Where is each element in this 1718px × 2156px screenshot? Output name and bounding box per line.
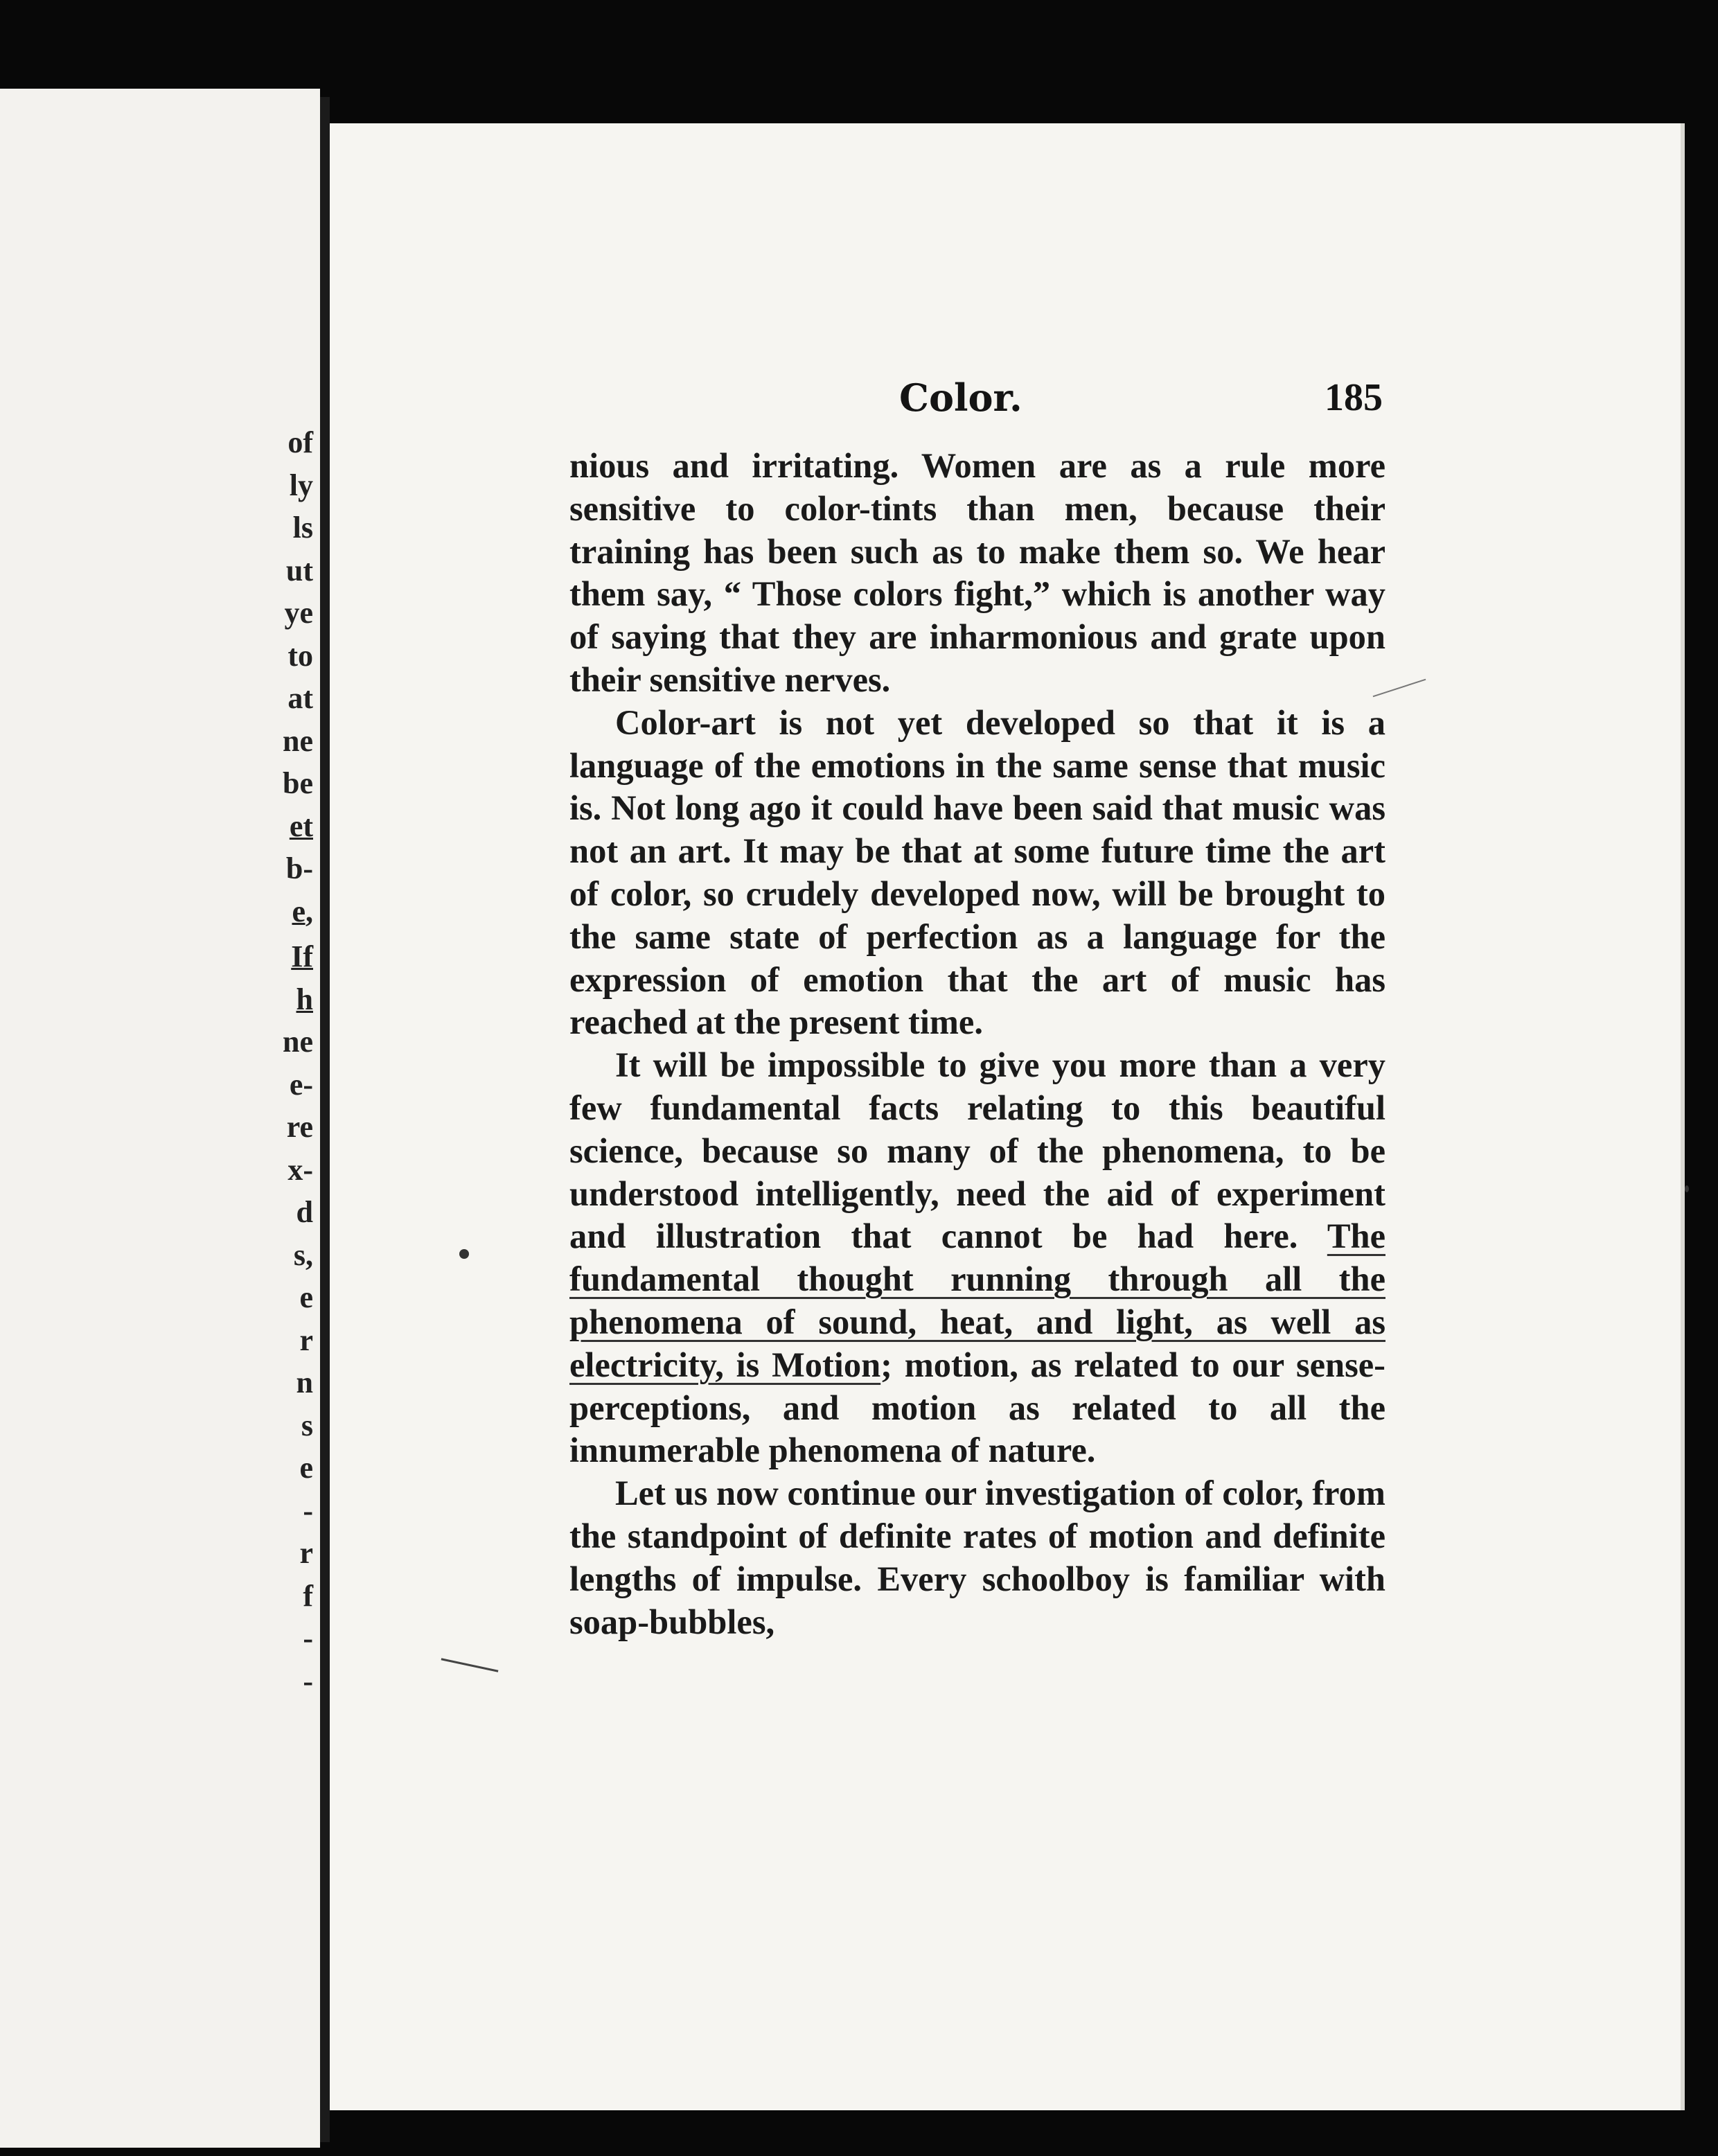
line-ending: e xyxy=(299,1451,313,1485)
paragraph: Color-art is not yet developed so that it is a language of the emotions in the same sense that music is. Not long ago it could have been said that music was not an art. It may be that at some future time the art of color, so crudely developed now, will be brought to the same state of perfection as a language for the expression of emotion that the art of music has reached at the present time. xyxy=(569,703,1385,1042)
paragraph-text: ; motion, as related to our sense-perceptions, and motion as related to all the innumerable phenomena of nature. xyxy=(569,1345,1385,1470)
previous-page-fragment xyxy=(0,89,320,2148)
line-ending: r xyxy=(299,1323,313,1357)
line-ending: to xyxy=(287,638,313,673)
line-ending: r xyxy=(299,1536,313,1570)
underlined-passage: The fundamental thought running through all the phenomena of sound, heat, and light, as well as electricity, is Motion xyxy=(569,1217,1385,1384)
line-ending: re xyxy=(286,1110,313,1144)
line-ending: ly xyxy=(289,468,313,502)
paragraph xyxy=(569,1044,1385,1472)
line-ending: - xyxy=(303,1663,313,1698)
line-ending: ne xyxy=(283,1025,313,1059)
line-ending: et xyxy=(289,808,313,843)
paragraph: Let us now continue our investigation of color, from the standpoint of definite rates of motion and definite lengths of impulse. Every schoolboy is familiar with soap-bubbles, xyxy=(569,1474,1385,1641)
page-number: 185 xyxy=(1325,376,1383,419)
line-ending: s, xyxy=(293,1237,313,1272)
ink-dot xyxy=(459,1249,469,1259)
line-ending: - xyxy=(303,1493,313,1528)
paragraph-text: It will be impossible to give you more than a very few fundamental facts relating to this beautiful science, because so many of the phenomena, to be understood intelligently, need the aid of experiment and illustration that cannot be had here. xyxy=(569,1045,1385,1256)
line-ending: of xyxy=(287,425,313,459)
line-ending: b- xyxy=(285,851,313,885)
line-ending: s xyxy=(301,1408,313,1442)
line-ending: ne xyxy=(283,723,313,758)
line-ending: ut xyxy=(285,553,313,587)
line-ending: If xyxy=(291,939,313,973)
paragraph: nious and irritating. Women are as a rule more sensitive to color-tints than men, because their training has been such as to make them so. We hear them say, “ Those colors fight,” which is another way of saying that they are inharmonious and grate upon their sensitive nerves. xyxy=(569,446,1385,699)
line-ending: f xyxy=(303,1578,313,1613)
line-ending: e- xyxy=(289,1067,313,1102)
line-ending: at xyxy=(287,681,313,715)
page-body xyxy=(569,445,1385,1643)
line-ending: h xyxy=(296,982,313,1016)
book-gutter xyxy=(320,97,330,2142)
line-ending: x- xyxy=(287,1152,313,1187)
running-head: Color. xyxy=(899,375,1022,420)
line-ending: d xyxy=(296,1195,313,1229)
line-ending: e, xyxy=(292,894,313,928)
line-ending: be xyxy=(283,766,313,800)
line-ending: ye xyxy=(284,596,313,630)
ink-dot xyxy=(1685,1185,1689,1192)
line-ending: ls xyxy=(292,511,313,545)
line-ending: e xyxy=(299,1280,313,1314)
line-ending: - xyxy=(303,1621,313,1655)
line-ending: n xyxy=(296,1366,313,1399)
previous-page-line-endings xyxy=(283,421,313,1702)
